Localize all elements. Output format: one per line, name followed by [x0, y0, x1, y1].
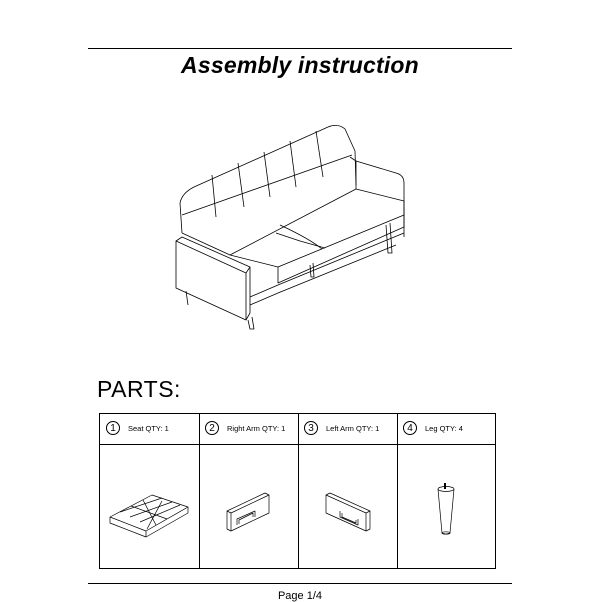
top-rule [88, 48, 512, 49]
part-number-badge: 3 [304, 421, 318, 435]
part-header-leg [397, 414, 496, 444]
left-arm-cell [298, 445, 397, 569]
leg-icon [397, 445, 496, 569]
part-number-badge: 1 [106, 421, 120, 435]
seat-icon [100, 445, 199, 569]
page-number: Page 1/4 [277, 590, 323, 602]
leg-cell [397, 445, 496, 569]
parts-heading: PARTS: [97, 376, 181, 402]
part-label: Leg QTY: 4 [425, 424, 463, 433]
part-number-badge: 2 [205, 421, 219, 435]
right-arm-cell [199, 445, 298, 569]
seat-cell [100, 445, 199, 569]
part-header-left-arm [298, 414, 397, 444]
right-arm-icon [199, 445, 298, 569]
part-number-badge: 4 [403, 421, 417, 435]
part-header-right-arm [199, 414, 298, 444]
part-label: Left Arm QTY: 1 [326, 424, 380, 433]
part-label: Right Arm QTY: 1 [227, 424, 286, 433]
part-header-seat [100, 414, 199, 444]
parts-table [99, 413, 496, 569]
page-title: Assembly instruction [181, 52, 419, 78]
part-label: Seat QTY: 1 [128, 424, 169, 433]
left-arm-icon [298, 445, 397, 569]
sofa-illustration [160, 115, 420, 330]
bottom-rule [88, 583, 512, 584]
